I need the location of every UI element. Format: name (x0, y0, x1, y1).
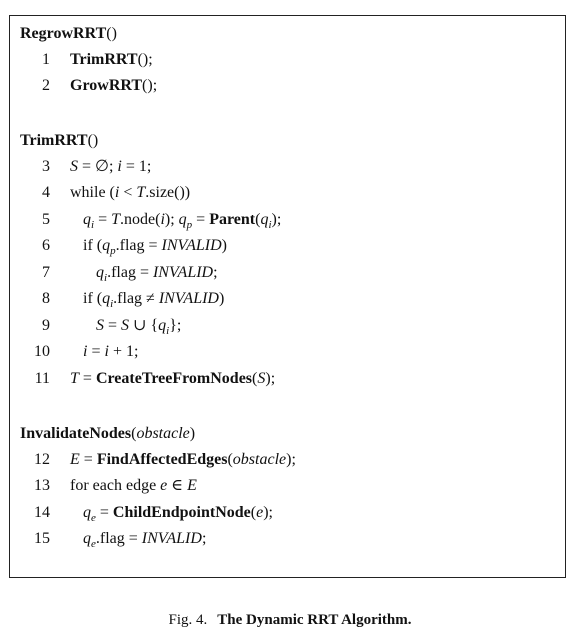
code-text: = ∅; (78, 158, 118, 175)
line-code (83, 339, 138, 365)
line-code (70, 447, 296, 473)
math-symbol: INVALID (161, 237, 222, 254)
code-text: = (78, 370, 96, 387)
math-symbol: q (158, 317, 167, 334)
function-argument: obstacle (136, 425, 190, 442)
subscript: i (268, 219, 272, 232)
code-text: ) (221, 237, 227, 254)
math-symbol: i (83, 343, 88, 360)
math-symbol: i (104, 343, 109, 360)
line-number: 6 (42, 237, 50, 254)
math-symbol: E (70, 451, 80, 468)
line-code (70, 180, 190, 206)
code-text: + 1; (108, 343, 139, 360)
line-number: 15 (34, 530, 50, 547)
subscript: i (91, 219, 95, 232)
code-text: if ( (83, 290, 103, 307)
math-symbol: q (102, 237, 111, 254)
line-number: 5 (42, 211, 50, 228)
math-symbol: S (70, 158, 78, 175)
math-symbol: INVALID (158, 290, 219, 307)
code-text: if ( (83, 237, 103, 254)
code-text: while ( (70, 184, 115, 201)
line-code (70, 73, 157, 99)
code-text: = (79, 451, 97, 468)
code-text: = (94, 211, 112, 228)
code-text: ) (218, 290, 225, 307)
math-symbol: q (102, 290, 111, 307)
line-number: 1 (42, 51, 50, 68)
function-name: TrimRRT (20, 132, 88, 149)
math-symbol: q (83, 211, 91, 228)
code-text: ( (255, 211, 261, 228)
code-text: ); (164, 211, 179, 228)
line-number: 13 (34, 477, 50, 494)
line-number: 2 (42, 77, 50, 94)
procedure-call: FindAffectedEdges (96, 451, 228, 468)
code-line (10, 500, 565, 526)
code-text: ); (271, 211, 282, 228)
code-text: .flag = (107, 264, 153, 281)
code-line (10, 526, 565, 552)
code-text: = (104, 317, 122, 334)
code-text: = (87, 343, 105, 360)
code-line (10, 313, 565, 339)
procedure-call: Parent (209, 211, 256, 228)
code-text: ); (265, 370, 276, 387)
math-symbol: E (187, 477, 197, 494)
code-line (10, 180, 565, 206)
line-number: 10 (34, 343, 50, 360)
procedure-call: TrimRRT (70, 51, 138, 68)
line-code (83, 526, 206, 557)
math-symbol: q (83, 530, 91, 547)
code-text: ∪ { (129, 317, 159, 334)
code-line (10, 233, 565, 259)
code-text: .flag = (95, 530, 142, 547)
algorithm-box (9, 15, 566, 578)
code-text: .flag = (115, 237, 162, 254)
subscript: p (110, 245, 116, 258)
code-text: .size()) (145, 184, 191, 201)
caption-label: Fig. 4. (168, 612, 208, 628)
code-line (10, 47, 565, 73)
math-symbol: q (260, 211, 269, 228)
code-text: (); (142, 77, 158, 94)
code-text: = (192, 211, 210, 228)
function-parens: () (106, 25, 117, 42)
math-symbol: i (114, 184, 120, 201)
math-symbol: INVALID (141, 530, 202, 547)
code-text: ; (213, 264, 218, 281)
math-symbol: T (136, 184, 146, 201)
function-name: InvalidateNodes (20, 425, 132, 442)
line-number: 14 (34, 504, 50, 521)
code-line (10, 260, 565, 286)
line-code (70, 366, 275, 392)
math-symbol: T (70, 370, 79, 387)
line-number: 12 (34, 451, 50, 468)
code-line (10, 366, 565, 392)
math-symbol: i (160, 211, 165, 228)
line-number: 4 (42, 184, 50, 201)
code-text: ( (250, 504, 257, 521)
code-text: .node( (120, 211, 161, 228)
code-text: ∈ (167, 477, 188, 494)
procedure-call: ChildEndpointNode (112, 504, 251, 521)
code-text: < (119, 184, 137, 201)
math-symbol: q (178, 211, 187, 228)
regrow-rrt-header (20, 21, 117, 47)
subscript: i (110, 298, 114, 311)
subscript: e (91, 538, 96, 551)
line-number: 8 (42, 290, 50, 307)
subscript: i (166, 325, 170, 338)
line-code (70, 473, 197, 499)
math-symbol: T (111, 211, 120, 228)
function-parens: () (87, 132, 99, 149)
code-text: ( (252, 370, 258, 387)
line-code (70, 154, 151, 180)
caption-title: The Dynamic RRT Algorithm. (217, 612, 412, 628)
math-symbol: e (256, 504, 264, 521)
code-line (10, 286, 565, 312)
code-line (10, 207, 565, 233)
line-code (70, 47, 153, 73)
code-text: ( (227, 451, 233, 468)
procedure-call: CreateTreeFromNodes (95, 370, 253, 387)
line-number: 7 (42, 264, 50, 281)
line-number: 11 (34, 370, 50, 387)
math-symbol: q (83, 504, 91, 521)
code-line (10, 447, 565, 473)
subscript: i (104, 272, 108, 285)
subscript: e (91, 512, 96, 525)
function-name: RegrowRRT (20, 25, 107, 42)
math-symbol: q (96, 264, 104, 281)
code-text: .flag ≠ (113, 290, 159, 307)
subscript: p (186, 219, 193, 232)
code-text: ; (201, 530, 207, 547)
code-line (10, 73, 565, 99)
code-text: }; (169, 317, 182, 334)
invalidate-nodes-header (20, 421, 195, 447)
line-number: 9 (42, 317, 50, 334)
code-line (10, 154, 565, 180)
code-text: ); (263, 504, 273, 521)
function-open-paren: ( (131, 425, 137, 442)
code-text: ); (286, 451, 296, 468)
code-line (10, 473, 565, 499)
math-symbol: e (160, 477, 168, 494)
math-symbol: i (117, 158, 122, 175)
figure-caption (0, 607, 580, 633)
line-number: 3 (42, 158, 50, 175)
math-symbol: S (257, 370, 266, 387)
procedure-call: GrowRRT (70, 77, 143, 94)
math-symbol: obstacle (232, 451, 287, 468)
code-text: (); (137, 51, 153, 68)
code-text: for each edge (70, 477, 161, 494)
code-text: = (95, 504, 113, 521)
trim-rrt-header (20, 128, 98, 154)
math-symbol: S (96, 317, 104, 334)
function-close-paren: ) (189, 425, 196, 442)
math-symbol: INVALID (152, 264, 214, 281)
math-symbol: S (121, 317, 130, 334)
code-line (10, 339, 565, 365)
code-text: = 1; (121, 158, 152, 175)
